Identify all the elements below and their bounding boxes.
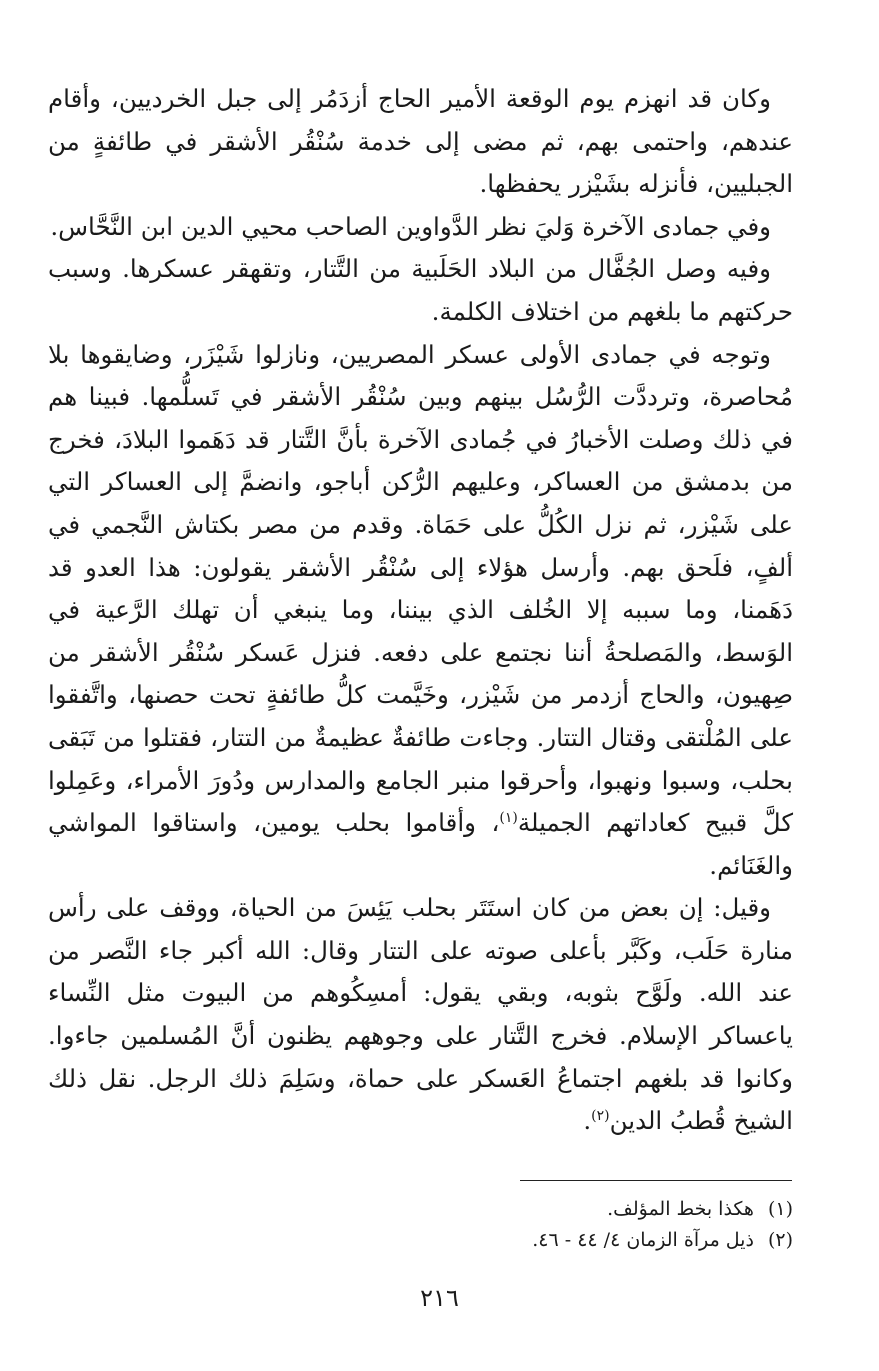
- paragraph-4: [48, 334, 793, 888]
- footnotes: [48, 1194, 793, 1256]
- footnote-divider: [520, 1180, 792, 1181]
- footnote-marker: (١): [767, 1198, 793, 1220]
- footnote-ref-2: (٢): [591, 1108, 610, 1125]
- paragraph-1: وكان قد انهزم يوم الوقعة الأمير الحاج أزدَمُر إلى جبل الخرديين، وأقام عندهم، واحتمى بهم، ثم مضى إلى خدمة سُنْقُر الأشقر في طائفةٍ من الجبليين، فأنزله بشَيْزر يحفظها.: [48, 84, 793, 199]
- footnote-text: هكذا بخط المؤلف.: [607, 1198, 754, 1220]
- paragraph-5: [48, 887, 793, 1143]
- footnote-1: [48, 1194, 793, 1225]
- page-number: ٢١٦: [420, 1284, 459, 1312]
- footnote-marker: (٢): [767, 1229, 793, 1251]
- paragraph-3: وفيه وصل الجُفَّال من البلاد الحَلَبية من التَّتار، وتقهقر عسكرها. وسبب حركتهم ما بلغهم من اختلاف الكلمة.: [48, 254, 793, 326]
- paragraph-4-text: وتوجه في جمادى الأولى عسكر المصريين، ونازلوا شَيْزَر، وضايقوها بلا مُحاصرة، وترددَّت الرُّسُل بينهم وبين سُنْقُر الأشقر في تَسلُّمها. فبينا هم في ذلك وصلت الأخبارُ في جُمادى الآخرة بأنَّ التَّتار قد دَهَموا البلادَ، فخرج من بدمشق من العساكر، وعليهم الرُّكن أباجو، وانضمَّ إلى العساكر التي على شَيْزر، ثم نزل الكُلُّ على حَمَاة. وقدم من مصر بكتاش النَّجمي في ألفٍ، فلَحق بهم. وأرسل هؤلاء إلى سُنْقُر الأشقر يقولون: هذا العدو قد دَهَمنا، وما سببه إلا الخُلف الذي بيننا، وما ينبغي أن تهلك الرَّعية في الوَسط، والمَصلحةُ أننا نجتمع على دفعه. فنزل عَسكر سُنْقُر الأشقر من صِهيون، والحاج أزدمر من شَيْزر، وخَيَّمت كلُّ طائفةٍ تحت حصنها، واتَّفقوا على المُلْتقى وقتال التتار. وجاءت طائفةٌ عظيمةٌ من التتار، فقتلوا من تَبَقى بحلب، وسبوا ونهبوا، وأحرقوا منبر الجامع والمدارس ودُورَ الأمراء، وعَمِلوا كلَّ قبيح كعاداتهم الجميلة: [48, 339, 793, 838]
- paragraph-2: وفي جمادى الآخرة وَليَ نظر الدَّواوين الصاحب محيي الدين ابن النَّحَّاس.: [50, 211, 771, 241]
- paragraph-5-text: وقيل: إن بعض من كان استَتَر بحلب يَئِسَ من الحياة، ووقف على رأس منارة حَلَب، وكَبَّر بأعلى صوته على التتار وقال: الله أكبر جاء النَّصر من عند الله. ولَوَّح بثوبه، وبقي يقول: أمسِكُوهم من البيوت مثل النِّساء ياعساكر الإسلام. فخرج التَّتار على وجوههم يظنون أنَّ المُسلمين جاءوا. وكانوا قد بلغهم اجتماعُ العَسكر على حماة، وسَلِمَ ذلك الرجل. نقل ذلك الشيخ قُطبُ الدين: [48, 893, 793, 1136]
- footnote-text: ذيل مرآة الزمان ٤/ ٤٤ - ٤٦.: [532, 1229, 754, 1251]
- paragraph-4-text-end: ، وأقاموا بحلب يومين، واستاقوا المواشي والغَنَائم.: [48, 808, 793, 880]
- footnote-ref-1: (١): [499, 809, 518, 826]
- main-text: [48, 78, 793, 1143]
- footnote-2: [48, 1225, 793, 1256]
- paragraph-5-text-end: .: [583, 1106, 592, 1136]
